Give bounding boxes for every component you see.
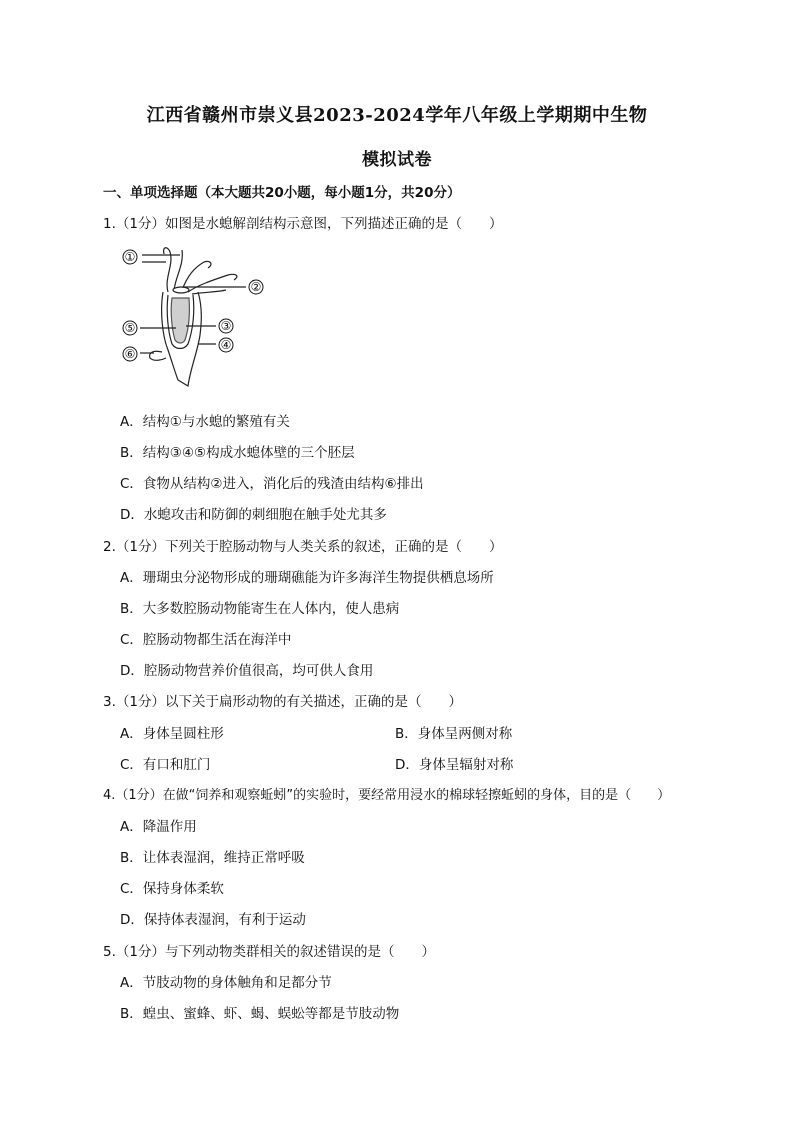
label-5: ⑤ (124, 321, 136, 335)
question-2-option-d: D．腔肠动物营养价值很高，均可供人食用 (120, 663, 374, 679)
question-3-option-b: B．身体呈两侧对称 (395, 726, 513, 742)
exam-title-line1: 江西省赣州市崇义县2023-2024学年八年级上学期期中生物 (146, 105, 648, 126)
question-2-stem: 2.（1分）下列关于腔肠动物与人类关系的叙述，正确的是（ ） (103, 539, 503, 555)
question-3-stem: 3.（1分）以下关于扁形动物的有关描述，正确的是（ ） (103, 694, 462, 710)
question-2-option-c: C．腔肠动物都生活在海洋中 (120, 632, 292, 648)
question-1-option-d: D．水螅攻击和防御的刺细胞在触手处尤其多 (120, 507, 387, 523)
question-3-option-d: D．身体呈辐射对称 (395, 757, 514, 773)
question-1-stem: 1.（1分）如图是水螅解剖结构示意图，下列描述正确的是（ ） (103, 216, 503, 232)
question-2-option-a: A．珊瑚虫分泌物形成的珊瑚礁能为许多海洋生物提供栖息场所 (120, 570, 494, 586)
exam-title-line2: 模拟试卷 (362, 150, 432, 170)
hydra-diagram (118, 240, 278, 390)
label-6: ⑥ (124, 347, 136, 361)
question-3-option-c: C．有口和肛门 (120, 757, 211, 773)
question-5-option-b: B．蝗虫、蜜蜂、虾、蝎、蜈蚣等都是节肢动物 (120, 1006, 400, 1022)
question-5-stem: 5.（1分）与下列动物类群相关的叙述错误的是（ ） (103, 944, 435, 960)
question-4-option-b: B．让体表湿润，维持正常呼吸 (120, 850, 305, 866)
question-1-option-a: A．结构①与水螅的繁殖有关 (120, 414, 290, 430)
label-4: ④ (220, 338, 232, 352)
label-2: ② (250, 280, 262, 294)
hydra-diagram-svg (118, 240, 278, 390)
question-4-option-c: C．保持身体柔软 (120, 881, 224, 897)
label-3: ③ (220, 319, 232, 333)
question-3-option-a: A．身体呈圆柱形 (120, 726, 224, 742)
label-1: ① (124, 250, 136, 264)
question-1-option-c: C．食物从结构②进入，消化后的残渣由结构⑥排出 (120, 476, 424, 492)
question-2-option-b: B．大多数腔肠动物能寄生在人体内，使人患病 (120, 601, 400, 617)
question-4-option-d: D．保持体表湿润，有利于运动 (120, 912, 306, 928)
question-1-option-b: B．结构③④⑤构成水螅体壁的三个胚层 (120, 445, 355, 461)
question-4-option-a: A．降温作用 (120, 819, 197, 835)
question-5-option-a: A．节肢动物的身体触角和足都分节 (120, 975, 332, 991)
question-4-stem: 4.（1分）在做“饲养和观察蚯蚓”的实验时，要经常用浸水的棉球轻擦蚯蚓的身体，目的是（ ） (103, 788, 671, 803)
section-heading: 一、单项选择题（本大题共20小题，每小题1分，共20分） (103, 185, 461, 201)
